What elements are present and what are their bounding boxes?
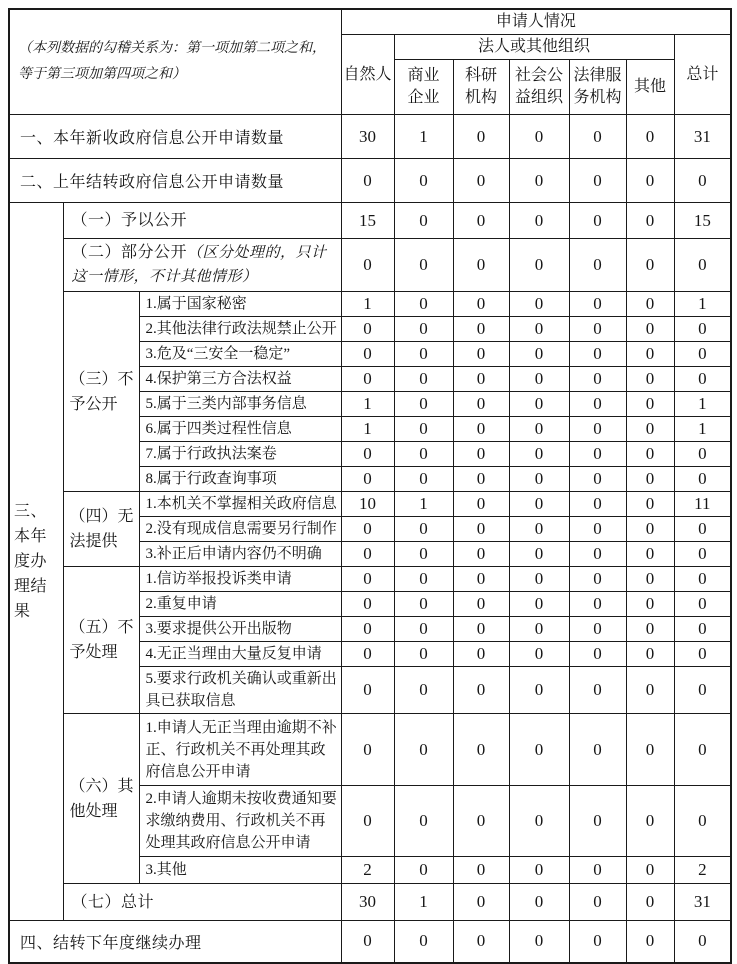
value-cell: 0 xyxy=(569,492,626,517)
value-cell: 0 xyxy=(341,714,394,786)
value-cell: 0 xyxy=(626,857,674,884)
value-cell: 0 xyxy=(569,239,626,292)
value-cell: 0 xyxy=(453,542,509,567)
value-cell: 0 xyxy=(569,317,626,342)
value-cell: 0 xyxy=(569,884,626,921)
value-cell: 0 xyxy=(626,884,674,921)
value-cell: 0 xyxy=(453,367,509,392)
value-cell: 0 xyxy=(569,203,626,239)
value-cell: 0 xyxy=(569,292,626,317)
value-cell: 0 xyxy=(569,617,626,642)
value-cell: 0 xyxy=(341,667,394,714)
value-cell: 0 xyxy=(674,317,731,342)
value-cell: 0 xyxy=(509,517,569,542)
value-cell: 0 xyxy=(674,342,731,367)
value-cell: 0 xyxy=(509,567,569,592)
value-cell: 1 xyxy=(394,115,453,159)
value-cell: 0 xyxy=(453,617,509,642)
value-cell: 0 xyxy=(341,786,394,857)
table-row xyxy=(9,239,731,292)
value-cell: 0 xyxy=(394,342,453,367)
value-cell: 0 xyxy=(394,642,453,667)
section3-label: 三、本年度办理结果 xyxy=(9,203,63,921)
header-commercial-enterprise: 商业企业 xyxy=(394,60,453,115)
table-row xyxy=(9,115,731,159)
value-cell: 0 xyxy=(453,203,509,239)
value-cell: 0 xyxy=(394,857,453,884)
section2-label: 二、上年结转政府信息公开申请数量 xyxy=(9,159,341,203)
value-cell: 0 xyxy=(394,317,453,342)
table-row xyxy=(9,159,731,203)
value-cell: 0 xyxy=(569,367,626,392)
value-cell: 0 xyxy=(453,592,509,617)
value-cell: 0 xyxy=(509,592,569,617)
value-cell: 0 xyxy=(626,417,674,442)
value-cell: 0 xyxy=(341,592,394,617)
value-cell: 0 xyxy=(569,542,626,567)
item-label: 5.要求行政机关确认或重新出具已获取信息 xyxy=(139,667,341,714)
value-cell: 0 xyxy=(626,317,674,342)
value-cell: 0 xyxy=(341,239,394,292)
item-label: 6.属于四类过程性信息 xyxy=(139,417,341,442)
value-cell: 0 xyxy=(509,467,569,492)
value-cell: 0 xyxy=(626,292,674,317)
value-cell: 0 xyxy=(453,786,509,857)
value-cell: 2 xyxy=(674,857,731,884)
value-cell: 0 xyxy=(453,492,509,517)
item-label: 3.危及“三安全一稳定” xyxy=(139,342,341,367)
item-label: 1.本机关不掌握相关政府信息 xyxy=(139,492,341,517)
value-cell: 0 xyxy=(569,417,626,442)
value-cell: 0 xyxy=(394,592,453,617)
item-label: 2.没有现成信息需要另行制作 xyxy=(139,517,341,542)
value-cell: 0 xyxy=(453,884,509,921)
value-cell: 0 xyxy=(341,542,394,567)
value-cell: 0 xyxy=(453,567,509,592)
value-cell: 0 xyxy=(626,921,674,963)
value-cell: 0 xyxy=(394,442,453,467)
value-cell: 0 xyxy=(674,542,731,567)
value-cell: 0 xyxy=(626,467,674,492)
value-cell: 0 xyxy=(453,467,509,492)
value-cell: 0 xyxy=(674,467,731,492)
value-cell: 1 xyxy=(674,417,731,442)
value-cell: 15 xyxy=(674,203,731,239)
group-label: （五）不予处理 xyxy=(63,567,139,714)
value-cell: 0 xyxy=(394,239,453,292)
value-cell: 0 xyxy=(626,517,674,542)
value-cell: 0 xyxy=(569,342,626,367)
value-cell: 0 xyxy=(569,921,626,963)
item-label: 5.属于三类内部事务信息 xyxy=(139,392,341,417)
group-label-note: （区分处理的，只计这一情形，不计其他情形） xyxy=(71,245,327,285)
value-cell: 1 xyxy=(341,392,394,417)
group-label-main: （二）部分公开 xyxy=(71,244,188,261)
header-legal-service-org: 法律服务机构 xyxy=(569,60,626,115)
value-cell: 0 xyxy=(674,642,731,667)
value-cell: 0 xyxy=(569,115,626,159)
value-cell: 0 xyxy=(626,492,674,517)
value-cell: 0 xyxy=(626,667,674,714)
value-cell: 0 xyxy=(509,617,569,642)
value-cell: 0 xyxy=(341,442,394,467)
value-cell: 0 xyxy=(569,592,626,617)
value-cell: 0 xyxy=(626,159,674,203)
value-cell: 0 xyxy=(626,115,674,159)
value-cell: 0 xyxy=(626,714,674,786)
value-cell: 0 xyxy=(341,317,394,342)
value-cell: 0 xyxy=(453,642,509,667)
section1-label: 一、本年新收政府信息公开申请数量 xyxy=(9,115,341,159)
value-cell: 0 xyxy=(394,617,453,642)
value-cell: 0 xyxy=(674,367,731,392)
value-cell: 0 xyxy=(341,921,394,963)
group-label xyxy=(63,239,341,292)
reconciliation-note: （本列数据的勾稽关系为：第一项加第二项之和，等于第三项加第四项之和） xyxy=(9,9,341,115)
table-row xyxy=(9,714,731,786)
value-cell: 0 xyxy=(626,367,674,392)
value-cell: 0 xyxy=(394,921,453,963)
value-cell: 0 xyxy=(394,667,453,714)
value-cell: 0 xyxy=(341,367,394,392)
group-label: （六）其他处理 xyxy=(63,714,139,884)
item-label: 2.申请人逾期未按收费通知要求缴纳费用、行政机关不再处理其政府信息公开申请 xyxy=(139,786,341,857)
value-cell: 0 xyxy=(626,642,674,667)
table-row xyxy=(9,292,731,317)
item-label: 1.申请人无正当理由逾期不补正、行政机关不再处理其政府信息公开申请 xyxy=(139,714,341,786)
value-cell: 0 xyxy=(394,567,453,592)
value-cell: 0 xyxy=(394,517,453,542)
value-cell: 1 xyxy=(674,292,731,317)
value-cell: 0 xyxy=(626,342,674,367)
value-cell: 0 xyxy=(509,203,569,239)
group-label: （三）不予公开 xyxy=(63,292,139,492)
value-cell: 0 xyxy=(453,292,509,317)
value-cell: 0 xyxy=(509,239,569,292)
value-cell: 0 xyxy=(674,714,731,786)
header-natural-person: 自然人 xyxy=(341,35,394,115)
table-row xyxy=(9,921,731,963)
value-cell: 2 xyxy=(341,857,394,884)
table-row xyxy=(9,492,731,517)
item-label: 1.属于国家秘密 xyxy=(139,292,341,317)
value-cell: 10 xyxy=(341,492,394,517)
value-cell: 0 xyxy=(509,884,569,921)
value-cell: 0 xyxy=(509,342,569,367)
group-label: （一）予以公开 xyxy=(63,203,341,239)
value-cell: 0 xyxy=(569,857,626,884)
value-cell: 0 xyxy=(674,617,731,642)
value-cell: 0 xyxy=(341,159,394,203)
value-cell: 0 xyxy=(674,159,731,203)
value-cell: 0 xyxy=(394,203,453,239)
header-public-welfare-org: 社会公益组织 xyxy=(509,60,569,115)
value-cell: 0 xyxy=(453,392,509,417)
value-cell: 0 xyxy=(569,442,626,467)
table-row xyxy=(9,884,731,921)
value-cell: 0 xyxy=(674,592,731,617)
value-cell: 0 xyxy=(674,517,731,542)
table-row xyxy=(9,9,731,35)
header-legal-org-group: 法人或其他组织 xyxy=(394,35,674,60)
value-cell: 0 xyxy=(509,667,569,714)
value-cell: 0 xyxy=(341,642,394,667)
value-cell: 0 xyxy=(453,342,509,367)
value-cell: 1 xyxy=(674,392,731,417)
value-cell: 0 xyxy=(674,921,731,963)
value-cell: 0 xyxy=(394,417,453,442)
table-row xyxy=(9,203,731,239)
header-total: 总计 xyxy=(674,35,731,115)
item-label: 4.保护第三方合法权益 xyxy=(139,367,341,392)
item-label: 8.属于行政查询事项 xyxy=(139,467,341,492)
value-cell: 0 xyxy=(509,292,569,317)
value-cell: 1 xyxy=(394,884,453,921)
value-cell: 0 xyxy=(509,786,569,857)
value-cell: 0 xyxy=(509,542,569,567)
header-applicant-status: 申请人情况 xyxy=(341,9,731,35)
value-cell: 15 xyxy=(341,203,394,239)
value-cell: 0 xyxy=(509,714,569,786)
value-cell: 0 xyxy=(341,617,394,642)
value-cell: 0 xyxy=(394,159,453,203)
value-cell: 0 xyxy=(453,159,509,203)
item-label: 2.其他法律行政法规禁止公开 xyxy=(139,317,341,342)
value-cell: 0 xyxy=(626,442,674,467)
value-cell: 11 xyxy=(674,492,731,517)
value-cell: 0 xyxy=(341,517,394,542)
value-cell: 0 xyxy=(453,857,509,884)
value-cell: 0 xyxy=(569,392,626,417)
value-cell: 0 xyxy=(569,642,626,667)
item-label: 2.重复申请 xyxy=(139,592,341,617)
section4-label: 四、结转下年度继续办理 xyxy=(9,921,341,963)
item-label: 4.无正当理由大量反复申请 xyxy=(139,642,341,667)
info-disclosure-statistics-table xyxy=(8,8,732,964)
value-cell: 0 xyxy=(509,159,569,203)
value-cell: 0 xyxy=(626,392,674,417)
value-cell: 0 xyxy=(341,342,394,367)
value-cell: 0 xyxy=(569,467,626,492)
value-cell: 30 xyxy=(341,884,394,921)
value-cell: 31 xyxy=(674,115,731,159)
value-cell: 0 xyxy=(674,442,731,467)
value-cell: 30 xyxy=(341,115,394,159)
value-cell: 0 xyxy=(509,317,569,342)
value-cell: 0 xyxy=(509,857,569,884)
value-cell: 0 xyxy=(394,292,453,317)
value-cell: 0 xyxy=(509,115,569,159)
item-label: 3.补正后申请内容仍不明确 xyxy=(139,542,341,567)
value-cell: 1 xyxy=(341,292,394,317)
item-label: 3.其他 xyxy=(139,857,341,884)
value-cell: 0 xyxy=(674,567,731,592)
value-cell: 0 xyxy=(453,239,509,292)
value-cell: 0 xyxy=(341,567,394,592)
value-cell: 0 xyxy=(509,417,569,442)
value-cell: 0 xyxy=(453,714,509,786)
table-row xyxy=(9,567,731,592)
value-cell: 0 xyxy=(626,567,674,592)
value-cell: 0 xyxy=(509,367,569,392)
value-cell: 0 xyxy=(626,239,674,292)
value-cell: 0 xyxy=(394,542,453,567)
value-cell: 0 xyxy=(453,517,509,542)
value-cell: 0 xyxy=(394,714,453,786)
value-cell: 0 xyxy=(674,667,731,714)
value-cell: 0 xyxy=(509,921,569,963)
value-cell: 0 xyxy=(626,786,674,857)
value-cell: 0 xyxy=(509,442,569,467)
header-research-institution: 科研机构 xyxy=(453,60,509,115)
value-cell: 0 xyxy=(626,592,674,617)
item-label: 3.要求提供公开出版物 xyxy=(139,617,341,642)
value-cell: 0 xyxy=(509,492,569,517)
value-cell: 0 xyxy=(674,239,731,292)
value-cell: 0 xyxy=(509,642,569,667)
value-cell: 0 xyxy=(569,517,626,542)
value-cell: 0 xyxy=(341,467,394,492)
group-label: （七）总计 xyxy=(63,884,341,921)
value-cell: 0 xyxy=(394,367,453,392)
value-cell: 0 xyxy=(394,467,453,492)
value-cell: 0 xyxy=(569,786,626,857)
value-cell: 0 xyxy=(569,159,626,203)
value-cell: 0 xyxy=(626,617,674,642)
value-cell: 0 xyxy=(626,542,674,567)
value-cell: 0 xyxy=(394,392,453,417)
value-cell: 1 xyxy=(394,492,453,517)
group-label: （四）无法提供 xyxy=(63,492,139,567)
value-cell: 1 xyxy=(341,417,394,442)
header-other-org: 其他 xyxy=(626,60,674,115)
value-cell: 31 xyxy=(674,884,731,921)
value-cell: 0 xyxy=(453,667,509,714)
item-label: 1.信访举报投诉类申请 xyxy=(139,567,341,592)
value-cell: 0 xyxy=(569,567,626,592)
value-cell: 0 xyxy=(569,714,626,786)
value-cell: 0 xyxy=(453,317,509,342)
value-cell: 0 xyxy=(569,667,626,714)
value-cell: 0 xyxy=(453,921,509,963)
value-cell: 0 xyxy=(674,786,731,857)
value-cell: 0 xyxy=(509,392,569,417)
value-cell: 0 xyxy=(453,442,509,467)
value-cell: 0 xyxy=(453,115,509,159)
value-cell: 0 xyxy=(394,786,453,857)
value-cell: 0 xyxy=(626,203,674,239)
value-cell: 0 xyxy=(453,417,509,442)
item-label: 7.属于行政执法案卷 xyxy=(139,442,341,467)
